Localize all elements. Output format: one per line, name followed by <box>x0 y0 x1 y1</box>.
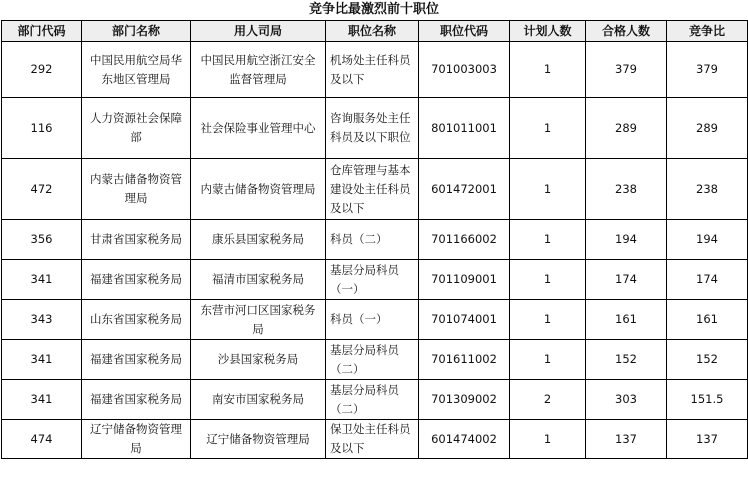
cell-position: 科员（二） <box>326 220 419 260</box>
cell-position-code: 701109001 <box>419 260 510 300</box>
cell-dept-name: 中国民用航空局华东地区管理局 <box>82 42 191 98</box>
cell-ratio: 137 <box>667 420 748 459</box>
cell-dept-name: 人力资源社会保障部 <box>82 98 191 159</box>
cell-position: 科员（一） <box>326 300 419 340</box>
cell-ratio: 151.5 <box>667 380 748 420</box>
cell-position: 基层分局科员（二） <box>326 380 419 420</box>
cell-planned: 1 <box>510 42 586 98</box>
cell-planned: 1 <box>510 260 586 300</box>
cell-bureau: 康乐县国家税务局 <box>191 220 326 260</box>
cell-dept-code: 343 <box>2 300 82 340</box>
header-ratio: 竞争比 <box>667 21 748 42</box>
cell-planned: 1 <box>510 300 586 340</box>
header-dept-code: 部门代码 <box>2 21 82 42</box>
cell-dept-name: 山东省国家税务局 <box>82 300 191 340</box>
cell-position-code: 701611002 <box>419 340 510 380</box>
cell-dept-code: 341 <box>2 340 82 380</box>
cell-qualified: 289 <box>586 98 667 159</box>
cell-qualified: 137 <box>586 420 667 459</box>
cell-ratio: 152 <box>667 340 748 380</box>
cell-bureau: 内蒙古储备物资管理局 <box>191 159 326 220</box>
header-position-code: 职位代码 <box>419 21 510 42</box>
cell-position: 仓库管理与基本建设处主任科员及以下 <box>326 159 419 220</box>
cell-ratio: 174 <box>667 260 748 300</box>
cell-dept-code: 472 <box>2 159 82 220</box>
cell-position-code: 701003003 <box>419 42 510 98</box>
cell-bureau: 东营市河口区国家税务局 <box>191 300 326 340</box>
cell-ratio: 161 <box>667 300 748 340</box>
cell-bureau: 沙县国家税务局 <box>191 340 326 380</box>
cell-bureau: 中国民用航空浙江安全监督管理局 <box>191 42 326 98</box>
cell-planned: 1 <box>510 159 586 220</box>
cell-dept-name: 福建省国家税务局 <box>82 260 191 300</box>
cell-qualified: 161 <box>586 300 667 340</box>
cell-bureau: 辽宁储备物资管理局 <box>191 420 326 459</box>
cell-qualified: 152 <box>586 340 667 380</box>
cell-planned: 2 <box>510 380 586 420</box>
cell-dept-code: 356 <box>2 220 82 260</box>
cell-qualified: 194 <box>586 220 667 260</box>
table-row <box>2 300 748 340</box>
cell-position-code: 601472001 <box>419 159 510 220</box>
table-row <box>2 340 748 380</box>
cell-bureau: 福清市国家税务局 <box>191 260 326 300</box>
cell-dept-code: 341 <box>2 260 82 300</box>
header-bureau: 用人司局 <box>191 21 326 42</box>
cell-qualified: 379 <box>586 42 667 98</box>
cell-position: 基层分局科员（二） <box>326 340 419 380</box>
cell-planned: 1 <box>510 340 586 380</box>
header-position: 职位名称 <box>326 21 419 42</box>
cell-ratio: 289 <box>667 98 748 159</box>
table-title: 竞争比最激烈前十职位 <box>308 2 439 17</box>
cell-qualified: 303 <box>586 380 667 420</box>
cell-qualified: 238 <box>586 159 667 220</box>
cell-dept-name: 福建省国家税务局 <box>82 380 191 420</box>
cell-bureau: 社会保险事业管理中心 <box>191 98 326 159</box>
cell-position-code: 701074001 <box>419 300 510 340</box>
cell-position: 保卫处主任科员及以下 <box>326 420 419 459</box>
table-row <box>2 220 748 260</box>
cell-position-code: 701166002 <box>419 220 510 260</box>
cell-bureau: 南安市国家税务局 <box>191 380 326 420</box>
cell-dept-name: 内蒙古储备物资管理局 <box>82 159 191 220</box>
header-row <box>2 21 748 42</box>
cell-position-code: 801011001 <box>419 98 510 159</box>
table-row <box>2 42 748 98</box>
header-planned: 计划人数 <box>510 21 586 42</box>
cell-ratio: 194 <box>667 220 748 260</box>
cell-planned: 1 <box>510 420 586 459</box>
table-row <box>2 159 748 220</box>
header-qualified: 合格人数 <box>586 21 667 42</box>
cell-position-code: 601474002 <box>419 420 510 459</box>
table-row <box>2 380 748 420</box>
cell-dept-code: 474 <box>2 420 82 459</box>
cell-dept-name: 甘肃省国家税务局 <box>82 220 191 260</box>
cell-ratio: 379 <box>667 42 748 98</box>
cell-dept-name: 福建省国家税务局 <box>82 340 191 380</box>
table-row <box>2 98 748 159</box>
cell-planned: 1 <box>510 220 586 260</box>
cell-qualified: 174 <box>586 260 667 300</box>
cell-dept-code: 341 <box>2 380 82 420</box>
cell-dept-code: 292 <box>2 42 82 98</box>
header-dept-name: 部门名称 <box>82 21 191 42</box>
cell-position-code: 701309002 <box>419 380 510 420</box>
cell-planned: 1 <box>510 98 586 159</box>
cell-ratio: 238 <box>667 159 748 220</box>
cell-dept-name: 辽宁储备物资管理局 <box>82 420 191 459</box>
cell-dept-code: 116 <box>2 98 82 159</box>
cell-position: 咨询服务处主任科员及以下职位 <box>326 98 419 159</box>
table-row <box>2 260 748 300</box>
table-row <box>2 420 748 459</box>
positions-table <box>1 20 748 459</box>
cell-position: 基层分局科员（一） <box>326 260 419 300</box>
cell-position: 机场处主任科员及以下 <box>326 42 419 98</box>
